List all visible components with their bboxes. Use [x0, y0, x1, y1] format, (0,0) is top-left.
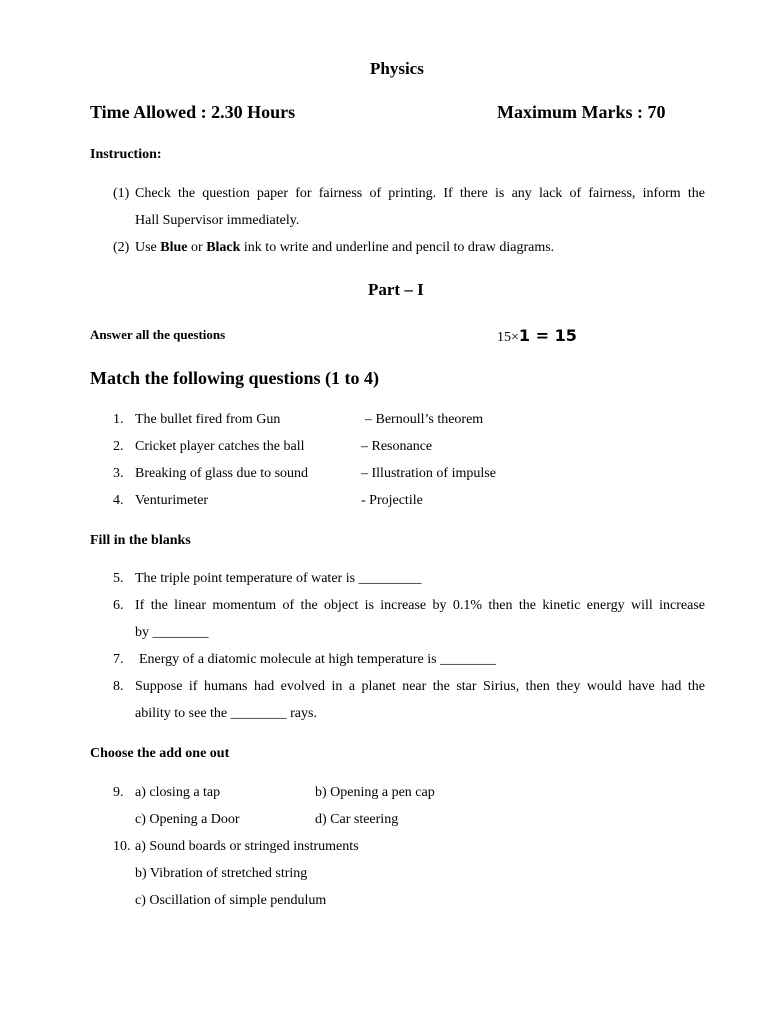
- match-number: 1.: [113, 412, 124, 427]
- option-a: a) Sound boards or stringed instruments: [135, 839, 359, 854]
- match-left: The bullet fired from Gun: [135, 412, 281, 427]
- instruction-heading: Instruction:: [90, 147, 162, 162]
- match-left: Breaking of glass due to sound: [135, 466, 309, 481]
- fill-number: 6.: [113, 598, 124, 613]
- match-left: Cricket player catches the ball: [135, 439, 305, 454]
- match-right: - Projectile: [361, 493, 423, 508]
- marks-formula-value: 1 = 15: [518, 326, 577, 345]
- match-number: 4.: [113, 493, 124, 508]
- instruction-text-2: [135, 240, 554, 256]
- match-right: – Resonance: [361, 439, 433, 454]
- instruction-use: Use: [135, 240, 157, 255]
- fill-question-continued: ability to see the ________ rays.: [135, 706, 317, 721]
- instruction-text-1a: Check the question paper for fairness of printing. If there is any lack of fairness, inform the: [135, 186, 705, 201]
- marks-prefix: 15×: [497, 330, 519, 345]
- match-number: 2.: [113, 439, 124, 454]
- fill-question: The triple point temperature of water is _________: [135, 571, 422, 586]
- match-right: – Bernoull’s theorem: [365, 412, 484, 427]
- fill-question: Suppose if humans had evolved in a planet near the star Sirius, then they would have had the: [135, 679, 705, 694]
- match-right: – Illustration of impulse: [361, 466, 496, 481]
- fill-number: 7.: [113, 652, 124, 667]
- option-c: c) Opening a Door: [135, 812, 240, 827]
- instruction-blue: Blue: [160, 240, 188, 255]
- time-allowed: Time Allowed : 2.30 Hours: [90, 102, 296, 122]
- match-left: Venturimeter: [135, 493, 209, 508]
- part-title: Part – I: [368, 280, 424, 299]
- instruction-text-1b: Hall Supervisor immediately.: [135, 213, 300, 228]
- fill-blanks-heading: Fill in the blanks: [90, 533, 191, 548]
- match-heading: Match the following questions (1 to 4): [90, 368, 379, 388]
- answer-all-label: Answer all the questions: [90, 327, 226, 342]
- instruction-black: Black: [206, 240, 241, 255]
- instruction-or: or: [191, 240, 203, 255]
- option-b: b) Vibration of stretched string: [135, 866, 308, 881]
- fill-number: 5.: [113, 571, 124, 586]
- fill-question-continued: by ________: [135, 625, 209, 640]
- marks-formula: [497, 326, 577, 346]
- option-a: a) closing a tap: [135, 785, 221, 800]
- instruction-number-2: (2): [113, 240, 130, 255]
- match-number: 3.: [113, 466, 124, 481]
- fill-question: Energy of a diatomic molecule at high temperature is ________: [139, 652, 497, 667]
- fill-question: If the linear momentum of the object is increase by 0.1% then the kinetic energy will increase: [135, 598, 705, 613]
- subject-title: Physics: [370, 59, 424, 78]
- fill-number: 8.: [113, 679, 124, 694]
- maximum-marks: Maximum Marks : 70: [497, 102, 666, 122]
- question-number-10: 10.: [113, 839, 131, 854]
- instruction-rest: ink to write and underline and pencil to draw diagrams.: [243, 240, 555, 255]
- option-b: b) Opening a pen cap: [315, 785, 435, 800]
- instruction-number-1: (1): [113, 186, 130, 201]
- option-d: d) Car steering: [315, 812, 399, 827]
- odd-one-out-heading: Choose the add one out: [90, 746, 230, 761]
- question-number-9: 9.: [113, 785, 124, 800]
- option-c: c) Oscillation of simple pendulum: [135, 893, 327, 908]
